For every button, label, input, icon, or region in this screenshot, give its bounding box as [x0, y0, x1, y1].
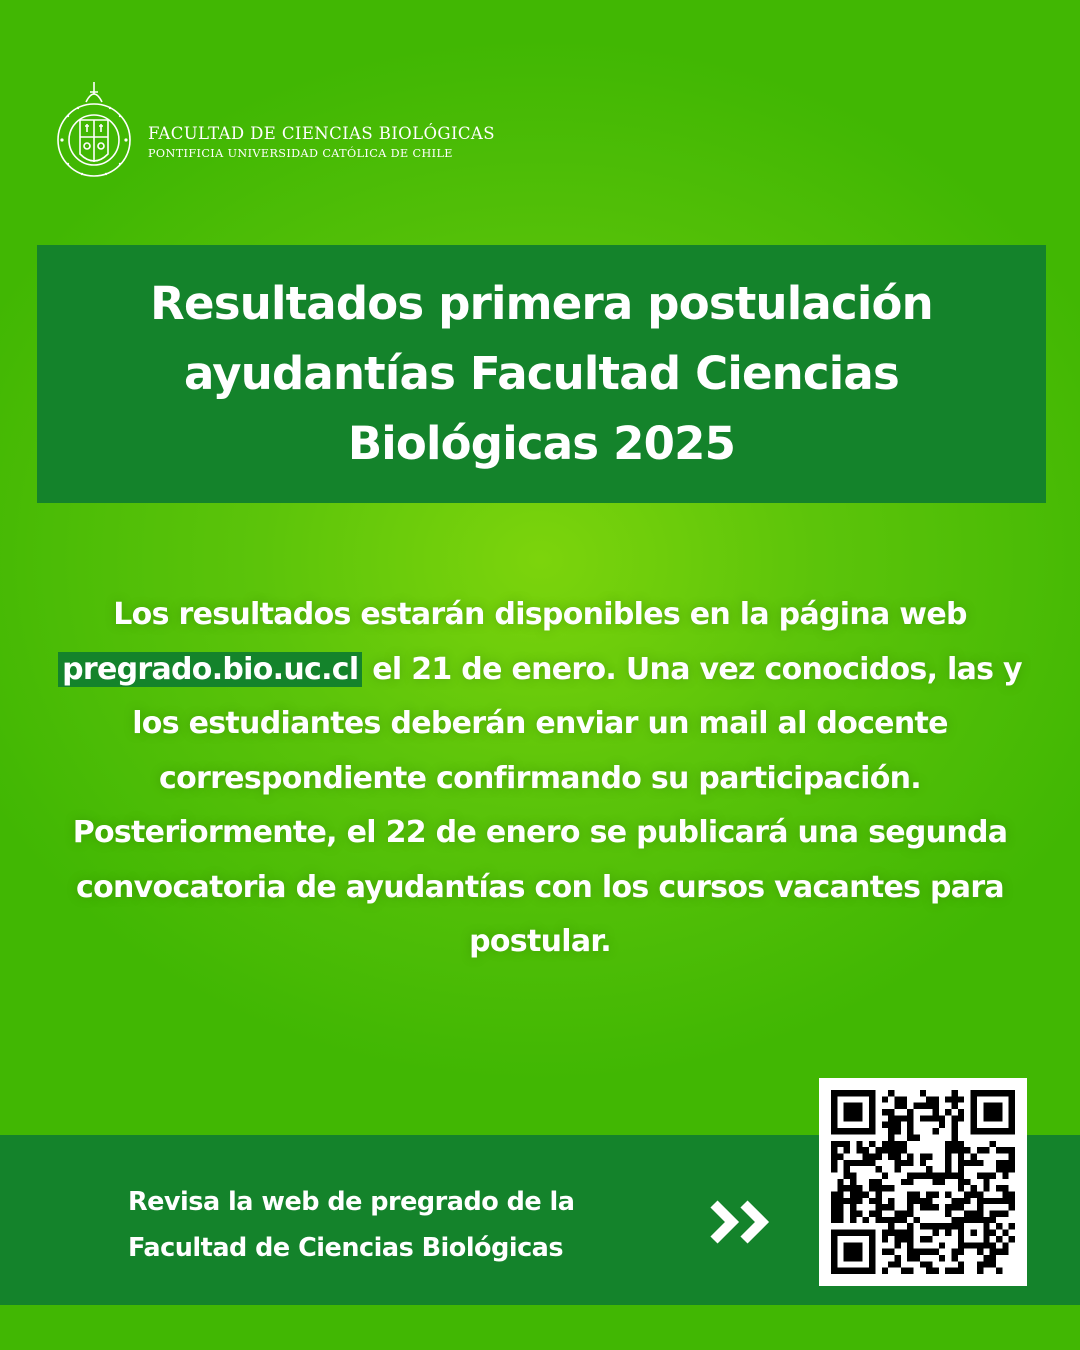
intro-text: Los resultados estarán disponibles en la página web — [113, 597, 967, 632]
title-line: Resultados primera postulación — [150, 277, 933, 330]
cta-line: Facultad de Ciencias Biológicas — [128, 1233, 564, 1263]
double-chevron-right-icon — [706, 1199, 778, 1245]
title-line: Biológicas 2025 — [347, 417, 736, 470]
title-line: ayudantías Facultad Ciencias — [184, 347, 899, 400]
results-date: 21 de enero. — [411, 651, 617, 687]
university-name: PONTIFICIA UNIVERSIDAD CATÓLICA DE CHILE — [148, 147, 453, 160]
faculty-header — [56, 76, 656, 186]
call-to-action — [128, 1179, 574, 1271]
page-title — [150, 269, 933, 479]
second-call-date: 22 de enero — [385, 815, 580, 850]
website-link[interactable]: pregrado.bio.uc.cl — [58, 652, 362, 687]
middle-text: Una vez conocidos, las y los estudiantes deberán enviar un mail al docente correspondiente confirmando su participación. Posteriormente, el — [72, 651, 1022, 850]
faculty-name: FACULTAD DE CIENCIAS BIOLÓGICAS — [148, 124, 495, 143]
qr-code-icon — [831, 1090, 1015, 1274]
ending-text: se publicará una segunda convocatoria de ayudantías con los cursos vacantes para postular. — [76, 815, 1008, 959]
qr-code[interactable] — [819, 1078, 1027, 1286]
title-banner — [37, 245, 1046, 503]
cta-line: Revisa la web de pregrado de la — [128, 1187, 575, 1217]
announcement-text — [40, 588, 1040, 970]
connector-text: el — [372, 651, 402, 687]
university-seal-icon — [56, 76, 138, 186]
